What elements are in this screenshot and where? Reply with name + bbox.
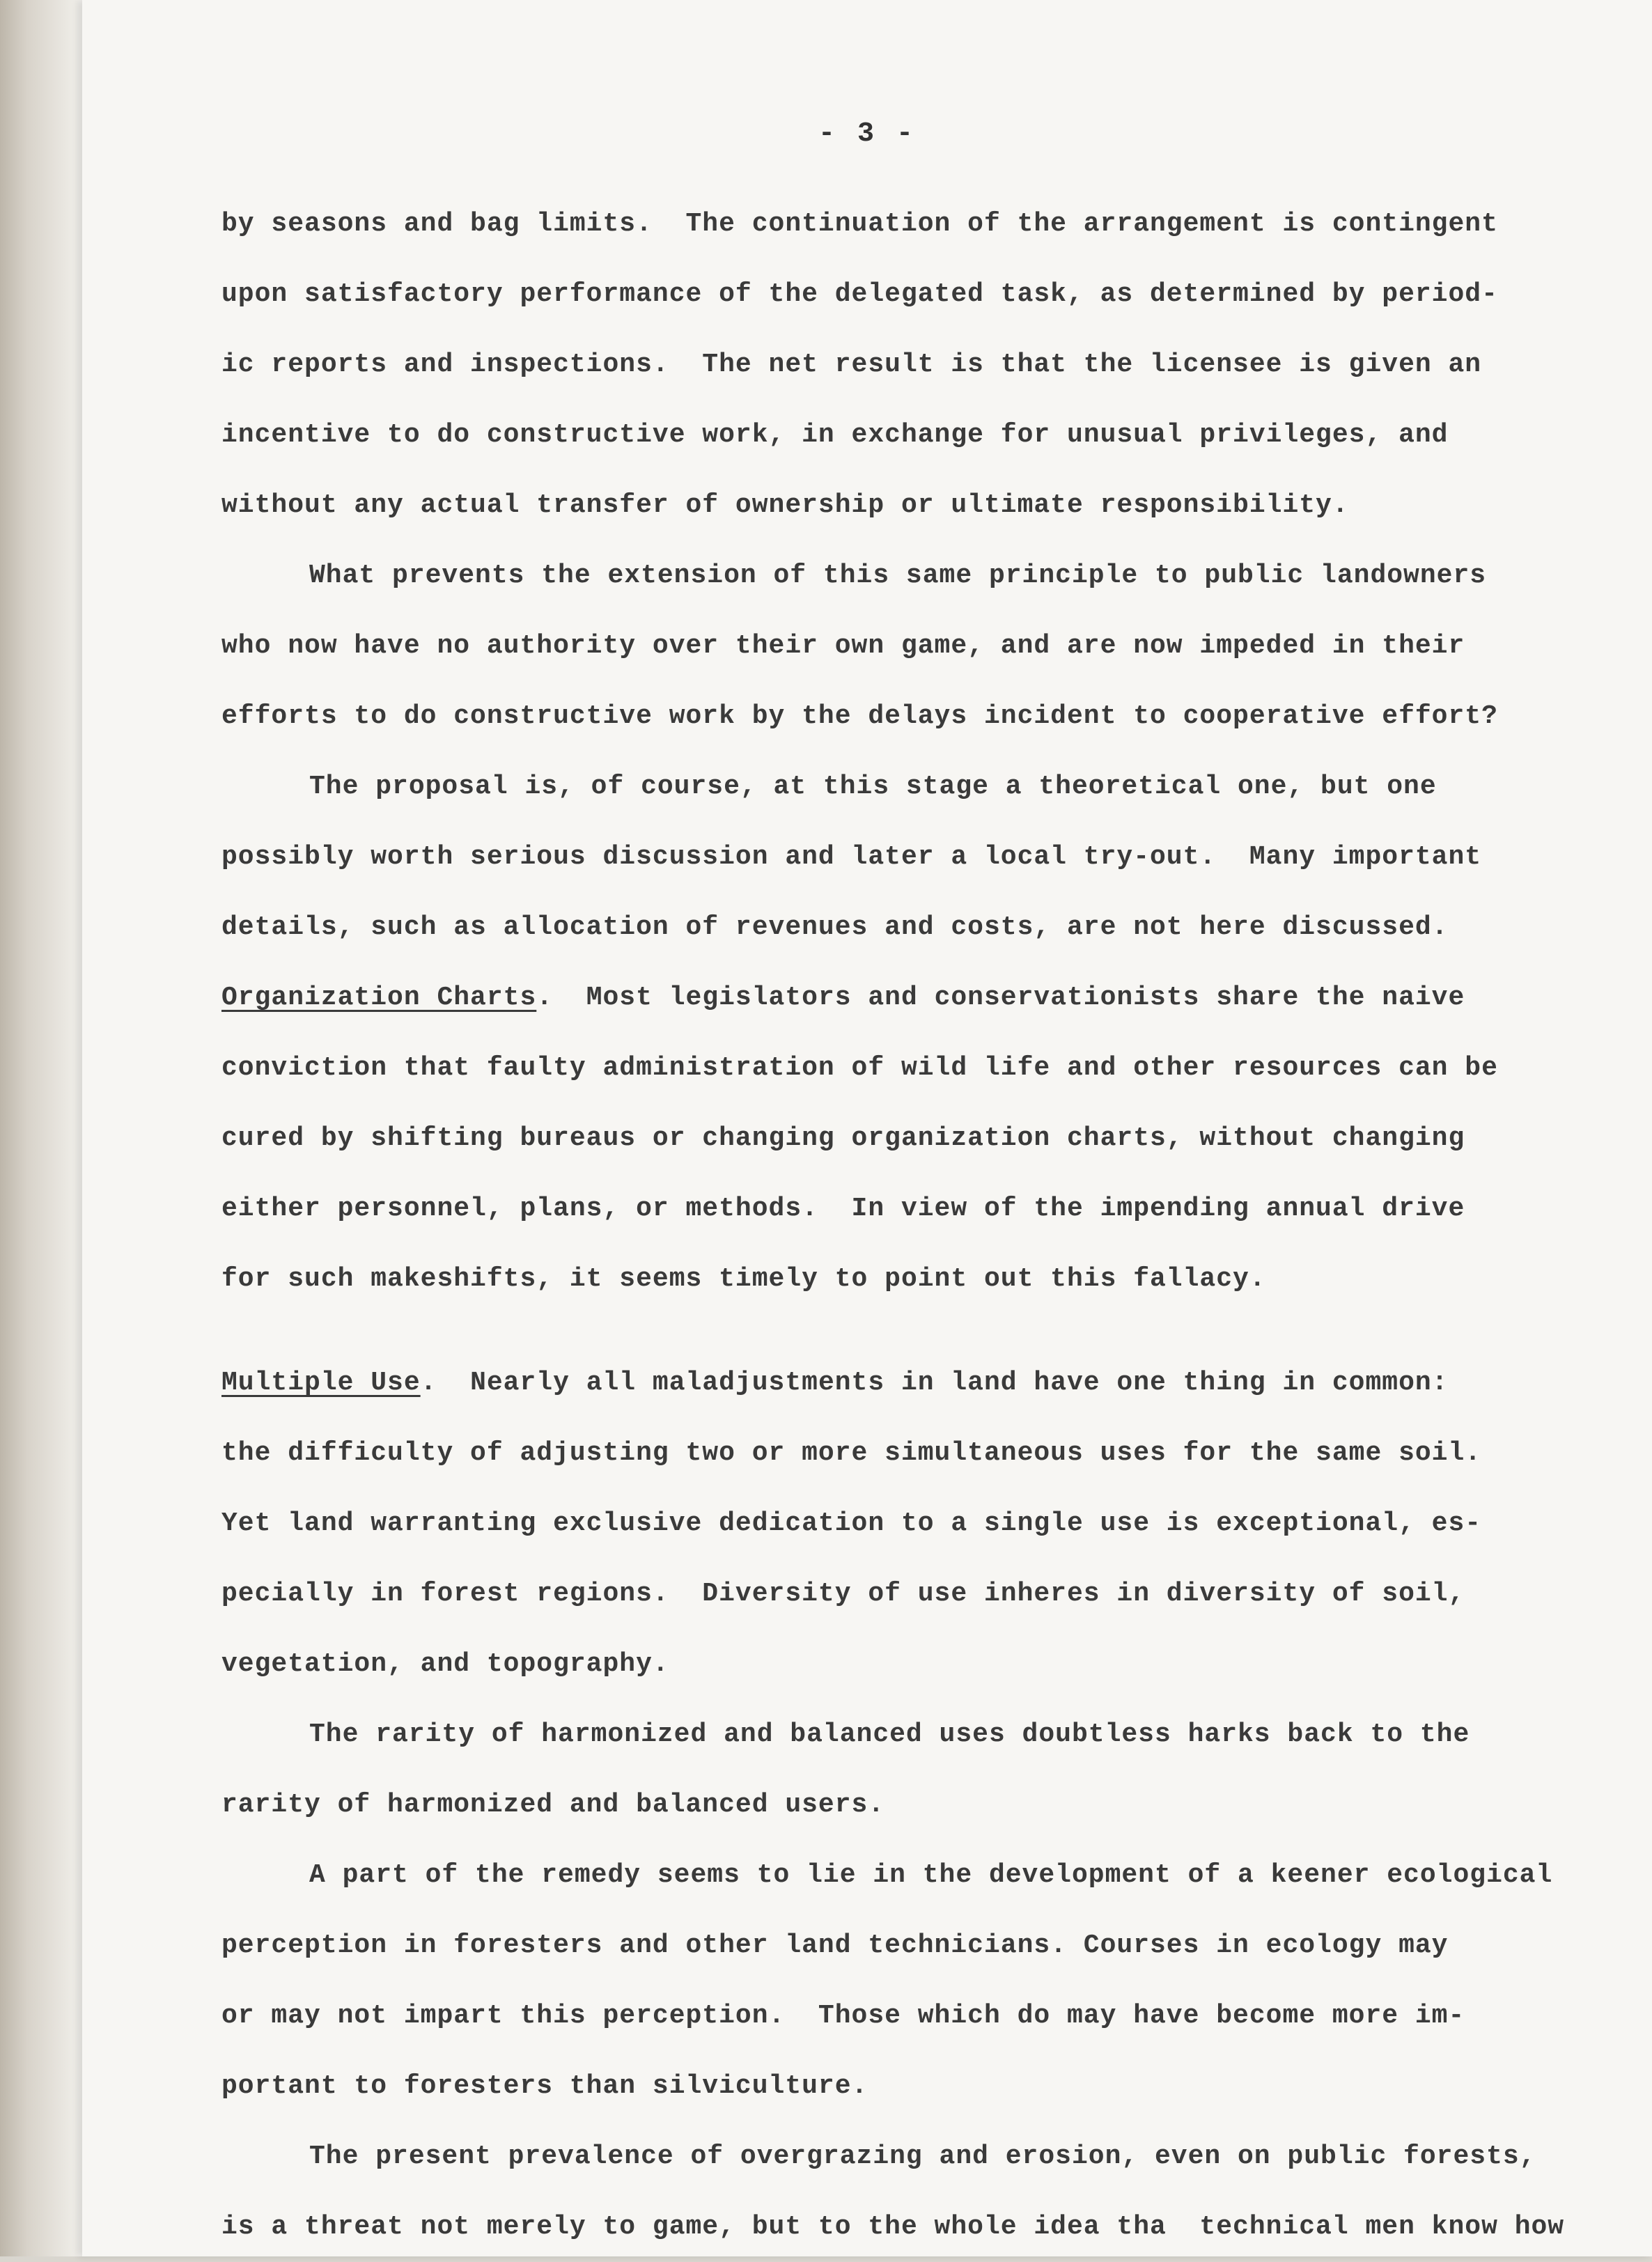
section-gap (221, 1314, 1642, 1348)
text-line: the difficulty of adjusting two or more simultaneous uses for the same soil. (221, 1438, 1482, 1468)
text-line: by seasons and bag limits. The continuation of the arrangement is contingent (221, 209, 1498, 239)
text-line: details, such as allocation of revenues and costs, are not here discussed. (221, 912, 1449, 942)
page-number: - 3 - (818, 118, 917, 150)
section-organization-charts (221, 962, 1642, 1314)
paragraph-1 (221, 189, 1642, 540)
text-line: upon satisfactory performance of the delegated task, as determined by period- (221, 279, 1498, 309)
section-heading: Organization Charts (221, 983, 537, 1013)
section-multiple-use (221, 1348, 1642, 1699)
text-line: A part of the remedy seems to lie in the development of a keener ecological (309, 1860, 1553, 1890)
text-line: The rarity of harmonized and balanced uses doubtless harks back to the (309, 1719, 1470, 1749)
text-line: without any actual transfer of ownership or ultimate responsibility. (221, 490, 1349, 520)
text-line: pecially in forest regions. Diversity of use inheres in diversity of soil, (221, 1579, 1465, 1609)
text-line: for such makeshifts, it seems timely to point out this fallacy. (221, 1264, 1266, 1294)
text-line: portant to foresters than silviculture. (221, 2071, 868, 2101)
paragraph-3 (221, 751, 1642, 962)
text-line: perception in foresters and other land technicians. Courses in ecology may (221, 1930, 1449, 1960)
text-line: Yet land warranting exclusive dedication to a single use is exceptional, es- (221, 1508, 1482, 1538)
text-run: . Nearly all maladjustments in land have one thing in common: (420, 1368, 1449, 1398)
text-line: vegetation, and topography. (221, 1649, 669, 1679)
text-line: possibly worth serious discussion and later a local try-out. Many important (221, 842, 1482, 872)
text-line: rarity of harmonized and balanced users. (221, 1790, 885, 1820)
page-body (221, 118, 1642, 2262)
text-line: incentive to do constructive work, in exchange for unusual privileges, and (221, 420, 1449, 450)
text-line: is a threat not merely to game, but to the whole idea tha technical men know how (221, 2212, 1565, 2242)
paragraph-2 (221, 540, 1642, 751)
text-run: . Most legislators and conservationists share the naive (536, 983, 1465, 1013)
text-line (221, 962, 1642, 1033)
paragraph-7 (221, 1840, 1642, 2121)
text-line: The present prevalence of overgrazing and erosion, even on public forests, (309, 2142, 1536, 2171)
text-line: who now have no authority over their own game, and are now impeded in their (221, 631, 1465, 661)
section-heading: Multiple Use (221, 1368, 421, 1398)
text-line: The proposal is, of course, at this stage a theoretical one, but one (309, 772, 1437, 802)
text-line: or may not impart this perception. Those which do may have become more im- (221, 2001, 1465, 2031)
text-line: efforts to do constructive work by the delays incident to cooperative effort? (221, 701, 1498, 731)
spacer (221, 118, 1642, 189)
text-line: either personnel, plans, or methods. In view of the impending annual drive (221, 1194, 1465, 1224)
text-line: conviction that faulty administration of wild life and other resources can be (221, 1053, 1498, 1083)
typed-page (82, 0, 1652, 2256)
text-line: What prevents the extension of this same principle to public landowners (309, 561, 1487, 591)
paragraph-6 (221, 1699, 1642, 1840)
text-line (221, 1348, 1642, 1418)
binding-edge (0, 0, 84, 2256)
text-line: ic reports and inspections. The net result is that the licensee is given an (221, 350, 1482, 380)
text-line: cured by shifting bureaus or changing organization charts, without changing (221, 1123, 1465, 1153)
paragraph-8 (221, 2121, 1642, 2262)
